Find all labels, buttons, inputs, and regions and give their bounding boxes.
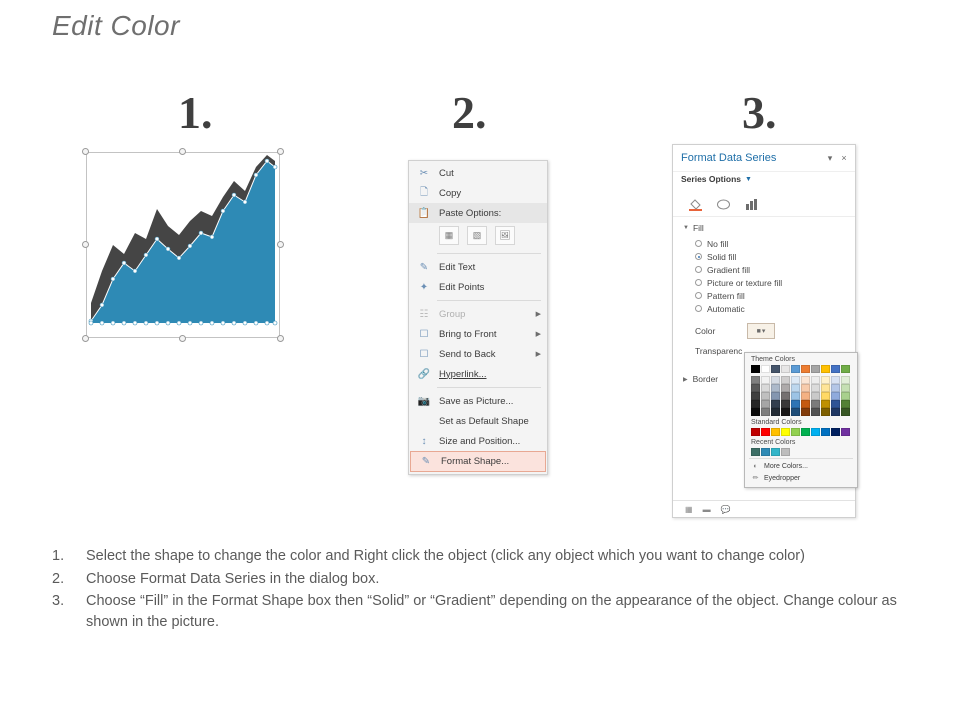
color-swatch[interactable] — [771, 428, 780, 436]
pane-titlebar — [673, 145, 855, 172]
fill-option-label: Solid fill — [707, 251, 737, 262]
color-swatch[interactable] — [781, 392, 790, 400]
group-icon: ☷ — [419, 308, 429, 320]
eyedropper-menu-item[interactable] — [745, 472, 857, 484]
theme-colors-row[interactable] — [745, 365, 857, 373]
instruction-number: 2. — [52, 570, 65, 587]
copy-icon: 🗋 — [419, 186, 429, 198]
color-swatch[interactable] — [761, 376, 770, 384]
color-swatch[interactable] — [781, 376, 790, 384]
notes-icon[interactable]: ▬ — [702, 504, 711, 514]
color-swatch[interactable] — [821, 365, 830, 373]
context-menu-item-group — [409, 304, 547, 324]
eyedropper-icon: ✏ — [752, 475, 759, 482]
step-number-2: 2. — [452, 87, 487, 138]
bring-front-icon: ☐ — [419, 328, 429, 340]
color-swatch[interactable] — [831, 384, 840, 392]
theme-tints-row-5[interactable] — [745, 408, 857, 416]
color-swatch[interactable] — [801, 400, 810, 408]
context-menu-item-label: Group — [439, 308, 466, 320]
recent-colors-label: Recent Colors — [751, 439, 796, 446]
instruction-text: Select the shape to change the color and Right click the object (click any object which you want to change color) — [86, 548, 805, 564]
chevron-right-icon: ▶ — [535, 331, 541, 338]
paste-keep-formatting-icon[interactable]: ▦ — [439, 226, 459, 245]
color-swatch[interactable] — [841, 392, 850, 400]
series-options-header[interactable] — [673, 172, 855, 184]
color-swatch[interactable] — [811, 376, 820, 384]
radio-icon[interactable] — [695, 292, 702, 299]
color-swatch[interactable] — [751, 392, 760, 400]
effects-icon[interactable] — [715, 196, 731, 212]
color-swatch[interactable] — [841, 365, 850, 373]
color-swatch[interactable] — [771, 392, 780, 400]
color-swatch[interactable] — [771, 376, 780, 384]
context-menu-item-copy[interactable] — [409, 183, 547, 203]
color-swatch[interactable] — [771, 408, 780, 416]
color-swatch[interactable] — [821, 376, 830, 384]
recent-colors-row[interactable] — [745, 448, 857, 456]
color-swatch[interactable] — [831, 400, 840, 408]
fill-option-label: Picture or texture fill — [707, 277, 783, 288]
color-label: Color — [695, 326, 716, 336]
pane-title: Format Data Series — [681, 152, 777, 164]
color-swatch[interactable] — [811, 365, 820, 373]
context-menu-item-send-to-back[interactable] — [409, 344, 547, 364]
color-setting-row[interactable] — [673, 315, 855, 341]
eyedropper-label: Eyedropper — [764, 474, 801, 482]
hyperlink-icon: 🔗 — [417, 368, 431, 380]
theme-tints-row-1[interactable] — [745, 376, 857, 384]
edit-points-icon: ✦ — [419, 281, 429, 293]
color-swatch[interactable] — [831, 428, 840, 436]
color-swatch[interactable] — [761, 400, 770, 408]
fill-option-no-fill[interactable] — [673, 237, 855, 250]
color-swatch[interactable] — [801, 428, 810, 436]
instruction-text: Choose “Fill” in the Format Shape box then “Solid” or “Gradient” depending on the appearance of the object. Change colour as shown in the picture. — [86, 593, 897, 630]
color-swatch[interactable] — [781, 384, 790, 392]
paste-icon: 📋 — [417, 207, 431, 219]
context-menu-item-set-default-shape[interactable] — [409, 411, 547, 431]
theme-colors-label: Theme Colors — [751, 356, 795, 363]
color-swatch[interactable] — [821, 400, 830, 408]
menu-separator — [437, 253, 541, 254]
context-menu-item-edit-text[interactable] — [409, 257, 547, 277]
paste-destination-theme-icon[interactable]: ▧ — [467, 226, 487, 245]
color-swatch[interactable] — [761, 365, 770, 373]
resize-handle-top-right[interactable] — [277, 148, 284, 155]
color-swatch[interactable] — [771, 384, 780, 392]
radio-icon[interactable] — [695, 279, 702, 286]
format-shape-icon: ✎ — [421, 456, 431, 467]
resize-handle-bottom-right[interactable] — [277, 335, 284, 342]
color-picker-dropdown[interactable] — [744, 352, 858, 488]
chevron-right-icon: ▶ — [535, 311, 541, 318]
context-menu-item-label: Size and Position... — [439, 435, 521, 447]
context-menu-item-format-shape[interactable] — [410, 451, 546, 472]
color-swatch[interactable] — [761, 428, 770, 436]
send-back-icon: ☐ — [419, 348, 429, 360]
chevron-right-icon: ▶ — [535, 351, 541, 358]
series-options-label: Series Options — [681, 174, 741, 184]
context-menu-item-label: Bring to Front — [439, 328, 497, 340]
context-menu-item-label: Edit Text — [439, 261, 476, 273]
chevron-down-icon[interactable]: ▼ — [745, 175, 752, 183]
paste-options-row[interactable] — [409, 223, 547, 250]
color-swatch[interactable] — [841, 376, 850, 384]
page-title: Edit Color — [52, 10, 180, 41]
color-swatch[interactable] — [781, 408, 790, 416]
fill-option-solid-fill[interactable] — [673, 250, 855, 263]
palette-icon: ◐ — [753, 463, 758, 470]
color-picker-button[interactable] — [747, 323, 775, 339]
color-swatch[interactable] — [841, 400, 850, 408]
instruction-item — [52, 569, 912, 590]
fill-option-label: No fill — [707, 238, 729, 249]
comments-icon[interactable]: 💬 — [720, 504, 731, 514]
color-swatch[interactable] — [751, 384, 760, 392]
fill-section-header[interactable] — [673, 217, 855, 237]
context-menu-item-edit-points[interactable] — [409, 277, 547, 297]
color-swatch[interactable] — [831, 408, 840, 416]
context-menu-item-label: Copy — [439, 187, 462, 199]
color-swatch[interactable] — [831, 392, 840, 400]
step-number-1: 1. — [178, 87, 213, 138]
color-swatch[interactable] — [811, 400, 820, 408]
resize-handle-bottom-left[interactable] — [82, 335, 89, 342]
chevron-down-icon: ▾ — [761, 328, 766, 335]
context-menu-item-hyperlink[interactable] — [409, 364, 547, 384]
color-swatch[interactable] — [751, 400, 760, 408]
fill-option-label: Automatic — [707, 303, 745, 314]
triangle-expand-icon: ▼ — [683, 225, 689, 231]
size-position-icon: ↕ — [421, 435, 427, 447]
color-swatch[interactable] — [781, 365, 790, 373]
resize-handle-middle-right[interactable] — [277, 241, 284, 248]
color-swatch[interactable] — [761, 384, 770, 392]
color-swatch[interactable] — [801, 376, 810, 384]
menu-separator — [437, 300, 541, 301]
more-colors-menu-item[interactable] — [745, 461, 857, 472]
context-menu-item-label: Set as Default Shape — [439, 415, 529, 427]
chart-selection-panel[interactable] — [86, 152, 280, 338]
color-swatch[interactable] — [811, 384, 820, 392]
color-swatch[interactable] — [771, 448, 780, 456]
context-menu-item-cut[interactable] — [409, 163, 547, 183]
save-picture-icon: 📷 — [417, 395, 431, 407]
color-swatch[interactable] — [801, 365, 810, 373]
area-chart-graphic — [87, 153, 279, 337]
context-menu-item-label: Cut — [439, 167, 454, 179]
radio-icon[interactable] — [695, 240, 702, 247]
step-number-3: 3. — [742, 87, 777, 138]
context-menu-item-size-and-position[interactable] — [409, 431, 547, 451]
context-menu-item-label: Paste Options: — [439, 207, 502, 219]
instruction-number: 3. — [52, 593, 65, 610]
color-swatch[interactable] — [761, 448, 770, 456]
radio-icon-selected[interactable] — [695, 253, 702, 260]
radio-icon[interactable] — [695, 305, 702, 312]
color-swatch[interactable] — [811, 408, 820, 416]
color-swatch[interactable] — [791, 428, 800, 436]
color-swatch[interactable] — [751, 408, 760, 416]
color-swatch[interactable] — [771, 365, 780, 373]
color-swatch[interactable] — [791, 365, 800, 373]
context-menu-item-label: Save as Picture... — [439, 395, 514, 407]
color-swatch[interactable] — [761, 408, 770, 416]
resize-handle-top-left[interactable] — [82, 148, 89, 155]
color-swatch[interactable] — [781, 448, 790, 456]
edit-text-icon: ✎ — [419, 261, 429, 273]
color-swatch[interactable] — [791, 392, 800, 400]
color-swatch[interactable] — [751, 376, 760, 384]
color-swatch[interactable] — [801, 408, 810, 416]
color-swatch[interactable] — [771, 400, 780, 408]
fill-option-automatic[interactable] — [673, 302, 855, 315]
instruction-text: Choose Format Data Series in the dialog box. — [86, 570, 380, 587]
standard-colors-row[interactable] — [745, 428, 857, 436]
context-menu-item-label: Edit Points — [439, 281, 485, 293]
chevron-down-icon[interactable]: ▾ — [827, 152, 833, 163]
series-chart-icon[interactable] — [743, 196, 759, 212]
color-swatch[interactable] — [811, 392, 820, 400]
resize-handle-top-center[interactable] — [179, 148, 186, 155]
fill-section-label: Fill — [692, 223, 704, 233]
color-swatch[interactable] — [811, 428, 820, 436]
slide-view-icon[interactable]: ▦ — [685, 504, 693, 514]
color-swatch[interactable] — [801, 392, 810, 400]
standard-colors-label: Standard Colors — [751, 419, 802, 426]
context-menu-item-paste-options[interactable] — [409, 203, 547, 223]
instruction-item — [52, 591, 912, 632]
color-swatch[interactable] — [841, 428, 850, 436]
menu-separator — [437, 387, 541, 388]
color-swatch[interactable] — [761, 392, 770, 400]
border-section-label: Border — [692, 374, 719, 384]
color-swatch[interactable] — [821, 428, 830, 436]
color-swatch[interactable] — [791, 384, 800, 392]
color-swatch[interactable] — [841, 384, 850, 392]
more-colors-label: More Colors... — [764, 463, 808, 470]
fill-option-label: Gradient fill — [707, 264, 750, 275]
fill-option-picture-or-texture-fill[interactable] — [673, 276, 855, 289]
resize-handle-bottom-center[interactable] — [179, 335, 186, 342]
context-menu-item-label: Format Shape... — [441, 456, 510, 467]
color-swatch[interactable] — [831, 365, 840, 373]
instructions-list — [52, 546, 912, 634]
color-swatch[interactable] — [791, 408, 800, 416]
pane-tab-icons[interactable] — [673, 184, 855, 217]
color-swatch[interactable] — [751, 428, 760, 436]
transparency-label: Transparenc — [695, 346, 743, 356]
context-menu-item-bring-to-front[interactable] — [409, 324, 547, 344]
fill-option-pattern-fill[interactable] — [673, 289, 855, 302]
color-swatch[interactable] — [831, 376, 840, 384]
instruction-number: 1. — [52, 548, 65, 564]
close-icon[interactable]: × — [841, 153, 847, 163]
color-swatch[interactable] — [821, 384, 830, 392]
fill-bucket-icon[interactable] — [687, 196, 703, 212]
fill-option-label: Pattern fill — [707, 290, 745, 301]
fill-option-gradient-fill[interactable] — [673, 263, 855, 276]
color-swatch[interactable] — [821, 392, 830, 400]
paste-picture-icon[interactable]: 🖼 — [495, 226, 515, 245]
theme-tints-row-4[interactable] — [745, 400, 857, 408]
menu-separator — [749, 458, 853, 459]
color-swatch[interactable] — [801, 384, 810, 392]
scissors-icon: ✂ — [419, 167, 429, 179]
pane-statusbar — [673, 500, 855, 517]
context-menu[interactable] — [408, 160, 548, 475]
fill-bucket-icon: ■ — [756, 327, 761, 335]
instruction-item — [52, 546, 912, 567]
triangle-collapsed-icon: ▶ — [683, 376, 688, 383]
theme-tints-row-3[interactable] — [745, 392, 857, 400]
context-menu-item-label: Send to Back — [439, 348, 496, 360]
color-swatch[interactable] — [781, 400, 790, 408]
resize-handle-middle-left[interactable] — [82, 241, 89, 248]
default-shape-icon — [417, 414, 431, 428]
color-swatch[interactable] — [751, 365, 760, 373]
theme-tints-row-2[interactable] — [745, 384, 857, 392]
color-swatch[interactable] — [751, 448, 760, 456]
color-swatch[interactable] — [781, 428, 790, 436]
color-swatch[interactable] — [841, 408, 850, 416]
context-menu-item-save-as-picture[interactable] — [409, 391, 547, 411]
color-swatch[interactable] — [791, 376, 800, 384]
color-swatch[interactable] — [791, 400, 800, 408]
radio-icon[interactable] — [695, 266, 702, 273]
context-menu-item-label: Hyperlink... — [439, 368, 487, 380]
color-swatch[interactable] — [821, 408, 830, 416]
